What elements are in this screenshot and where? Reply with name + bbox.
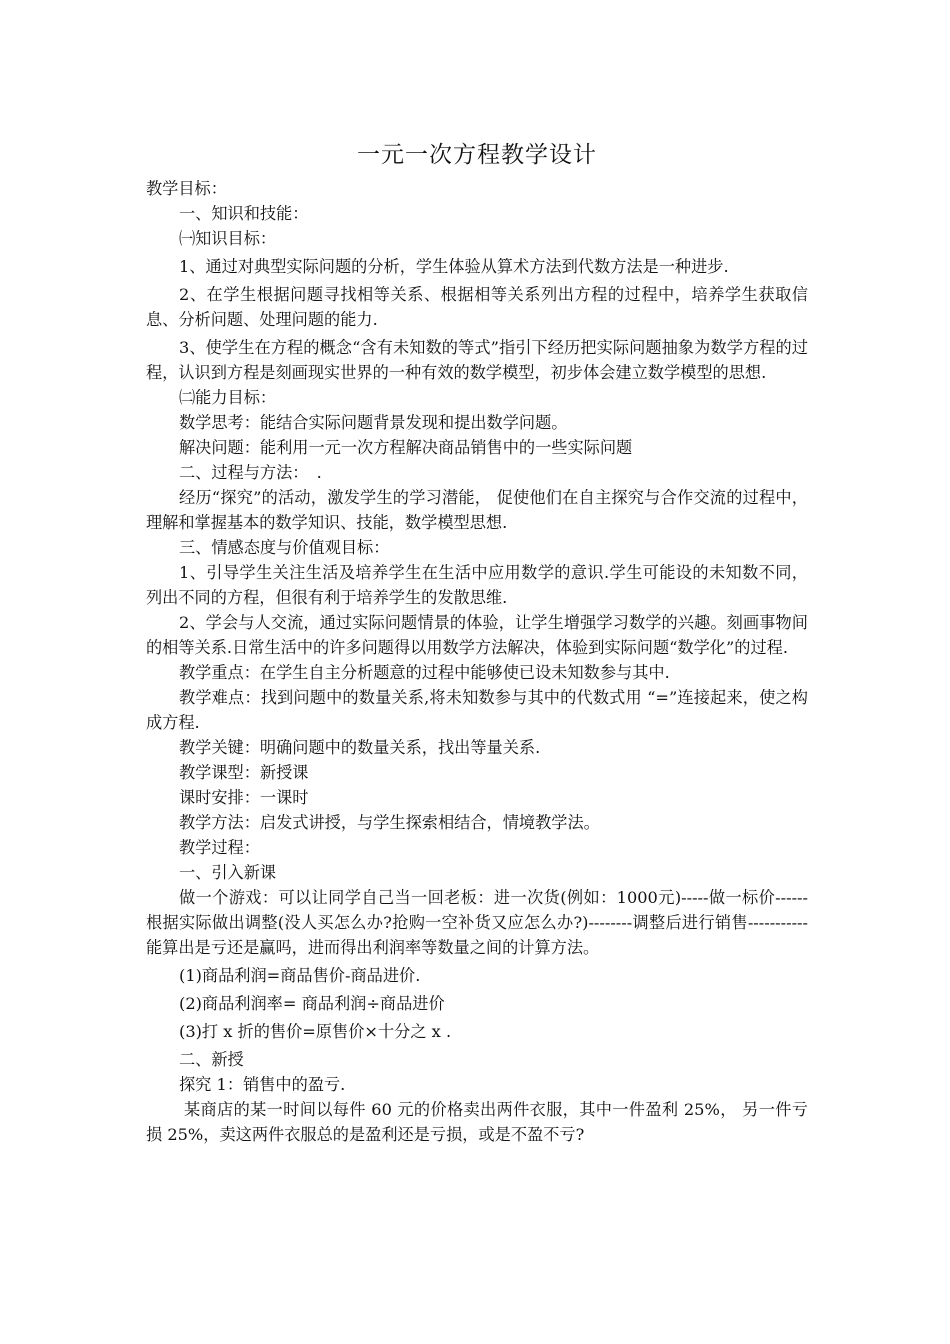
paragraph: 做一个游戏：可以让同学自己当一回老板：进一次货(例如：1000元)-----做一标价------根据实际做出调整(没人买怎么办?抢购一空补货又应怎么办?)--------调整后进行销售-----------能算出是亏还是赢吗，进而得出利润率等数量之间的计算方法。 [146,888,808,957]
section-heading-new: 二、新授 [179,1050,244,1069]
section-heading-attitude: 三、情感态度与价值观目标： [179,538,390,557]
paragraph-method: 教学方法：启发式讲授，与学生探索相结合，情境教学法。 [179,813,600,832]
paragraph: 3、使学生在方程的概念“含有未知数的等式”指引下经历把实际问题抽象为数学方程的过程，认识到方程是刻画现实世界的一种有效的数学模型，初步体会建立数学模型的思想. [146,338,808,382]
subheading-explore-1: 探究 1：销售中的盈亏. [179,1075,346,1094]
section-heading-goals: 教学目标： [146,179,227,198]
paragraph-schedule: 课时安排：一课时 [179,788,309,807]
document-page [146,138,808,1147]
paragraph: 1、引导学生关注生活及培养学生在生活中应用数学的意识.学生可能设的未知数不同，列出不同的方程，但很有利于培养学生的发散思维. [146,563,808,607]
paragraph-lesson-type: 教学课型：新授课 [179,763,309,782]
section-heading-teaching-process: 教学过程： [179,838,260,857]
paragraph: 1、通过对典型实际问题的分析，学生体验从算术方法到代数方法是一种进步. [179,257,729,276]
paragraph: 解决问题：能利用一元一次方程解决商品销售中的一些实际问题 [179,438,633,457]
formula-item: (1)商品利润=商品售价-商品进价. [179,966,421,985]
paragraph: 2、学会与人交流，通过实际问题情景的体验，让学生增强学习数学的兴趣。刻画事物间的相等关系.日常生活中的许多问题得以用数学方法解决，体验到实际问题“数学化”的过程. [146,613,808,657]
paragraph-key-point: 教学重点：在学生自主分析题意的过程中能够使已设未知数参与其中. [179,663,670,682]
subheading-knowledge-goal: ㈠知识目标： [179,229,277,248]
paragraph-problem: 某商店的某一时间以每件 60 元的价格卖出两件衣服，其中一件盈利 25%， 另一件亏损 25%，卖这两件衣服总的是盈利还是亏损，或是不盈不亏? [146,1100,808,1144]
formula-item: (3)打 x 折的售价=原售价×十分之 x . [179,1022,452,1041]
paragraph: 经历“探究”的活动，激发学生的学习潜能， 促使他们在自主探究与合作交流的过程中，理解和掌握基本的数学知识、技能，数学模型思想. [146,488,808,532]
paragraph-key: 教学关键：明确问题中的数量关系，找出等量关系. [179,738,541,757]
section-heading-intro: 一、引入新课 [179,863,277,882]
formula-item: (2)商品利润率= 商品利润÷商品进价 [179,994,445,1013]
subheading-ability-goal: ㈡能力目标： [179,388,277,407]
paragraph: 数学思考：能结合实际问题背景发现和提出数学问题。 [179,413,568,432]
section-heading-knowledge: 一、知识和技能： [179,204,309,223]
paragraph-difficulty: 教学难点：找到问题中的数量关系,将未知数参与其中的代数式用 “=”连接起来，使之构成方程. [146,688,808,732]
paragraph: 2、在学生根据问题寻找相等关系、根据相等关系列出方程的过程中，培养学生获取信息、分析问题、处理问题的能力. [146,285,808,329]
section-heading-process: 二、过程与方法： . [179,463,322,482]
document-title: 一元一次方程教学设计 [357,142,597,168]
